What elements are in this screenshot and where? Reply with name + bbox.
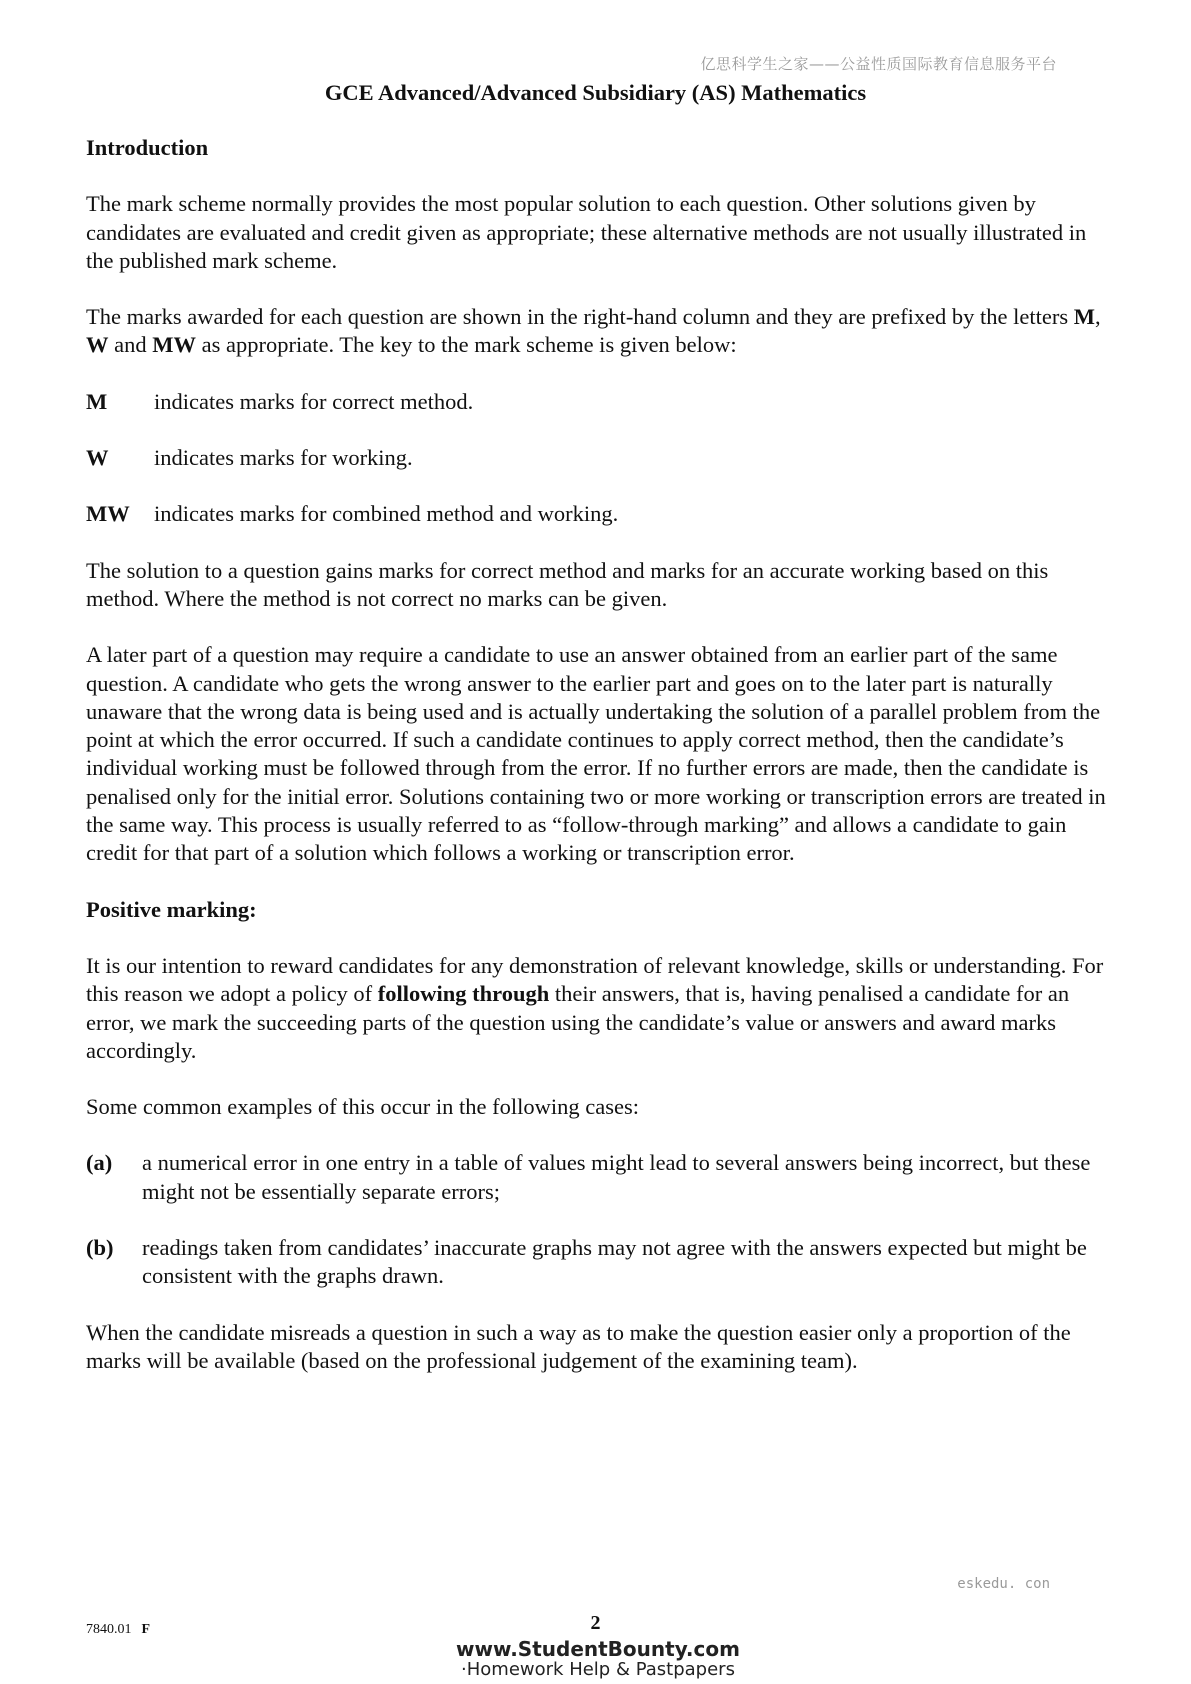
para2-text-a: The marks awarded for each question are shown in the right-hand column and they are prefixed by the letters [86, 304, 1074, 330]
list-item-b [86, 1234, 1116, 1291]
letter-mw: MW [152, 332, 196, 358]
item-text: readings taken from candidates’ inaccurate graphs may not agree with the answers expected but might be consistent with the graphs drawn. [142, 1235, 1087, 1289]
watermark-bottom: eskedu. con [957, 1576, 1050, 1592]
positive-paragraph-2: Some common examples of this occur in the following cases: [86, 1094, 640, 1120]
key-term: MW [86, 501, 130, 527]
introduction-heading: Introduction [86, 135, 209, 160]
intro-paragraph-3: The solution to a question gains marks for correct method and marks for an accurate working based on this method. Where the method is not correct no marks can be given. [86, 557, 1049, 611]
positive-paragraph-1 [86, 952, 1116, 1065]
intro-paragraph-2 [86, 303, 1116, 360]
positive-marking-heading: Positive marking: [86, 896, 257, 922]
positive-paragraph-3: When the candidate misreads a question in such a way as to make the question easier only a proportion of the marks will be available (based on the professional judgement of the examining team). [86, 1319, 1071, 1373]
intro-paragraph-4: A later part of a question may require a candidate to use an answer obtained from an earlier part of the same question. A candidate who gets the wrong answer to the earlier part and goes on to the later part is naturally unaware that the wrong data is being used and is actually undertaking the solution of a parallel problem from the point at which the error occurred. If such a candidate continues to apply correct method, then the candidate’s individual working must be followed through from the error. If no further errors are made, then the candidate is penalised only for the initial error. Solutions containing two or more working or transcription errors are treated in the same way. This process is usually referred to as “follow-through marking” and allows a candidate to gain credit for that part of a solution which follows a working or transcription error. [86, 642, 1106, 866]
item-label: (b) [86, 1235, 114, 1261]
page-number: 2 [590, 1612, 601, 1634]
key-description: indicates marks for correct method. [154, 388, 474, 414]
key-description: indicates marks for working. [154, 445, 413, 471]
para2-text-b: as appropriate. The key to the mark scheme is given below: [196, 332, 737, 358]
document-body [86, 134, 1116, 1375]
paper-code: 7840.01 [86, 1622, 132, 1637]
letter-w: W [86, 332, 109, 358]
paper-code-suffix: F [141, 1622, 151, 1637]
para2-and: and [108, 332, 153, 358]
intro-paragraph-1: The mark scheme normally provides the most popular solution to each question. Other solutions given by candidates are evaluated and credit given as appropriate; these alternative methods are not usually illustrated in the published mark scheme. [86, 191, 1087, 273]
item-text: a numerical error in one entry in a table of values might lead to several answers being incorrect, but these might not be essentially separate errors; [142, 1150, 1091, 1204]
logo-tagline: ·Homework Help & Pastpapers [461, 1659, 735, 1680]
key-description: indicates marks for combined method and working. [154, 501, 619, 527]
key-term: W [86, 445, 109, 471]
document-title: GCE Advanced/Advanced Subsidiary (AS) Mathematics [324, 80, 867, 105]
following-through-emphasis: following through [377, 981, 550, 1007]
watermark-top: 亿思科学生之家——公益性质国际教育信息服务平台 [700, 55, 1057, 73]
logo-url: www.StudentBounty.com [456, 1637, 740, 1661]
studentbounty-logo [448, 1638, 748, 1680]
key-row-w [86, 444, 1116, 472]
key-row-m [86, 388, 1116, 416]
para2-comma: , [1095, 304, 1101, 330]
key-row-mw [86, 500, 1116, 528]
list-item-a [86, 1149, 1116, 1206]
letter-m: M [1073, 304, 1096, 330]
positive-text-b: their answers, that is, having penalised a candidate for an error, we mark the succeeding parts of the question using the candidate’s value or answers and award marks accordingly. [86, 981, 1070, 1063]
item-label: (a) [86, 1150, 113, 1176]
positive-text-a: It is our intention to reward candidates for any demonstration of relevant knowledge, skills or understanding. For this reason we adopt a policy of [86, 952, 1104, 1007]
key-term: M [86, 388, 108, 414]
